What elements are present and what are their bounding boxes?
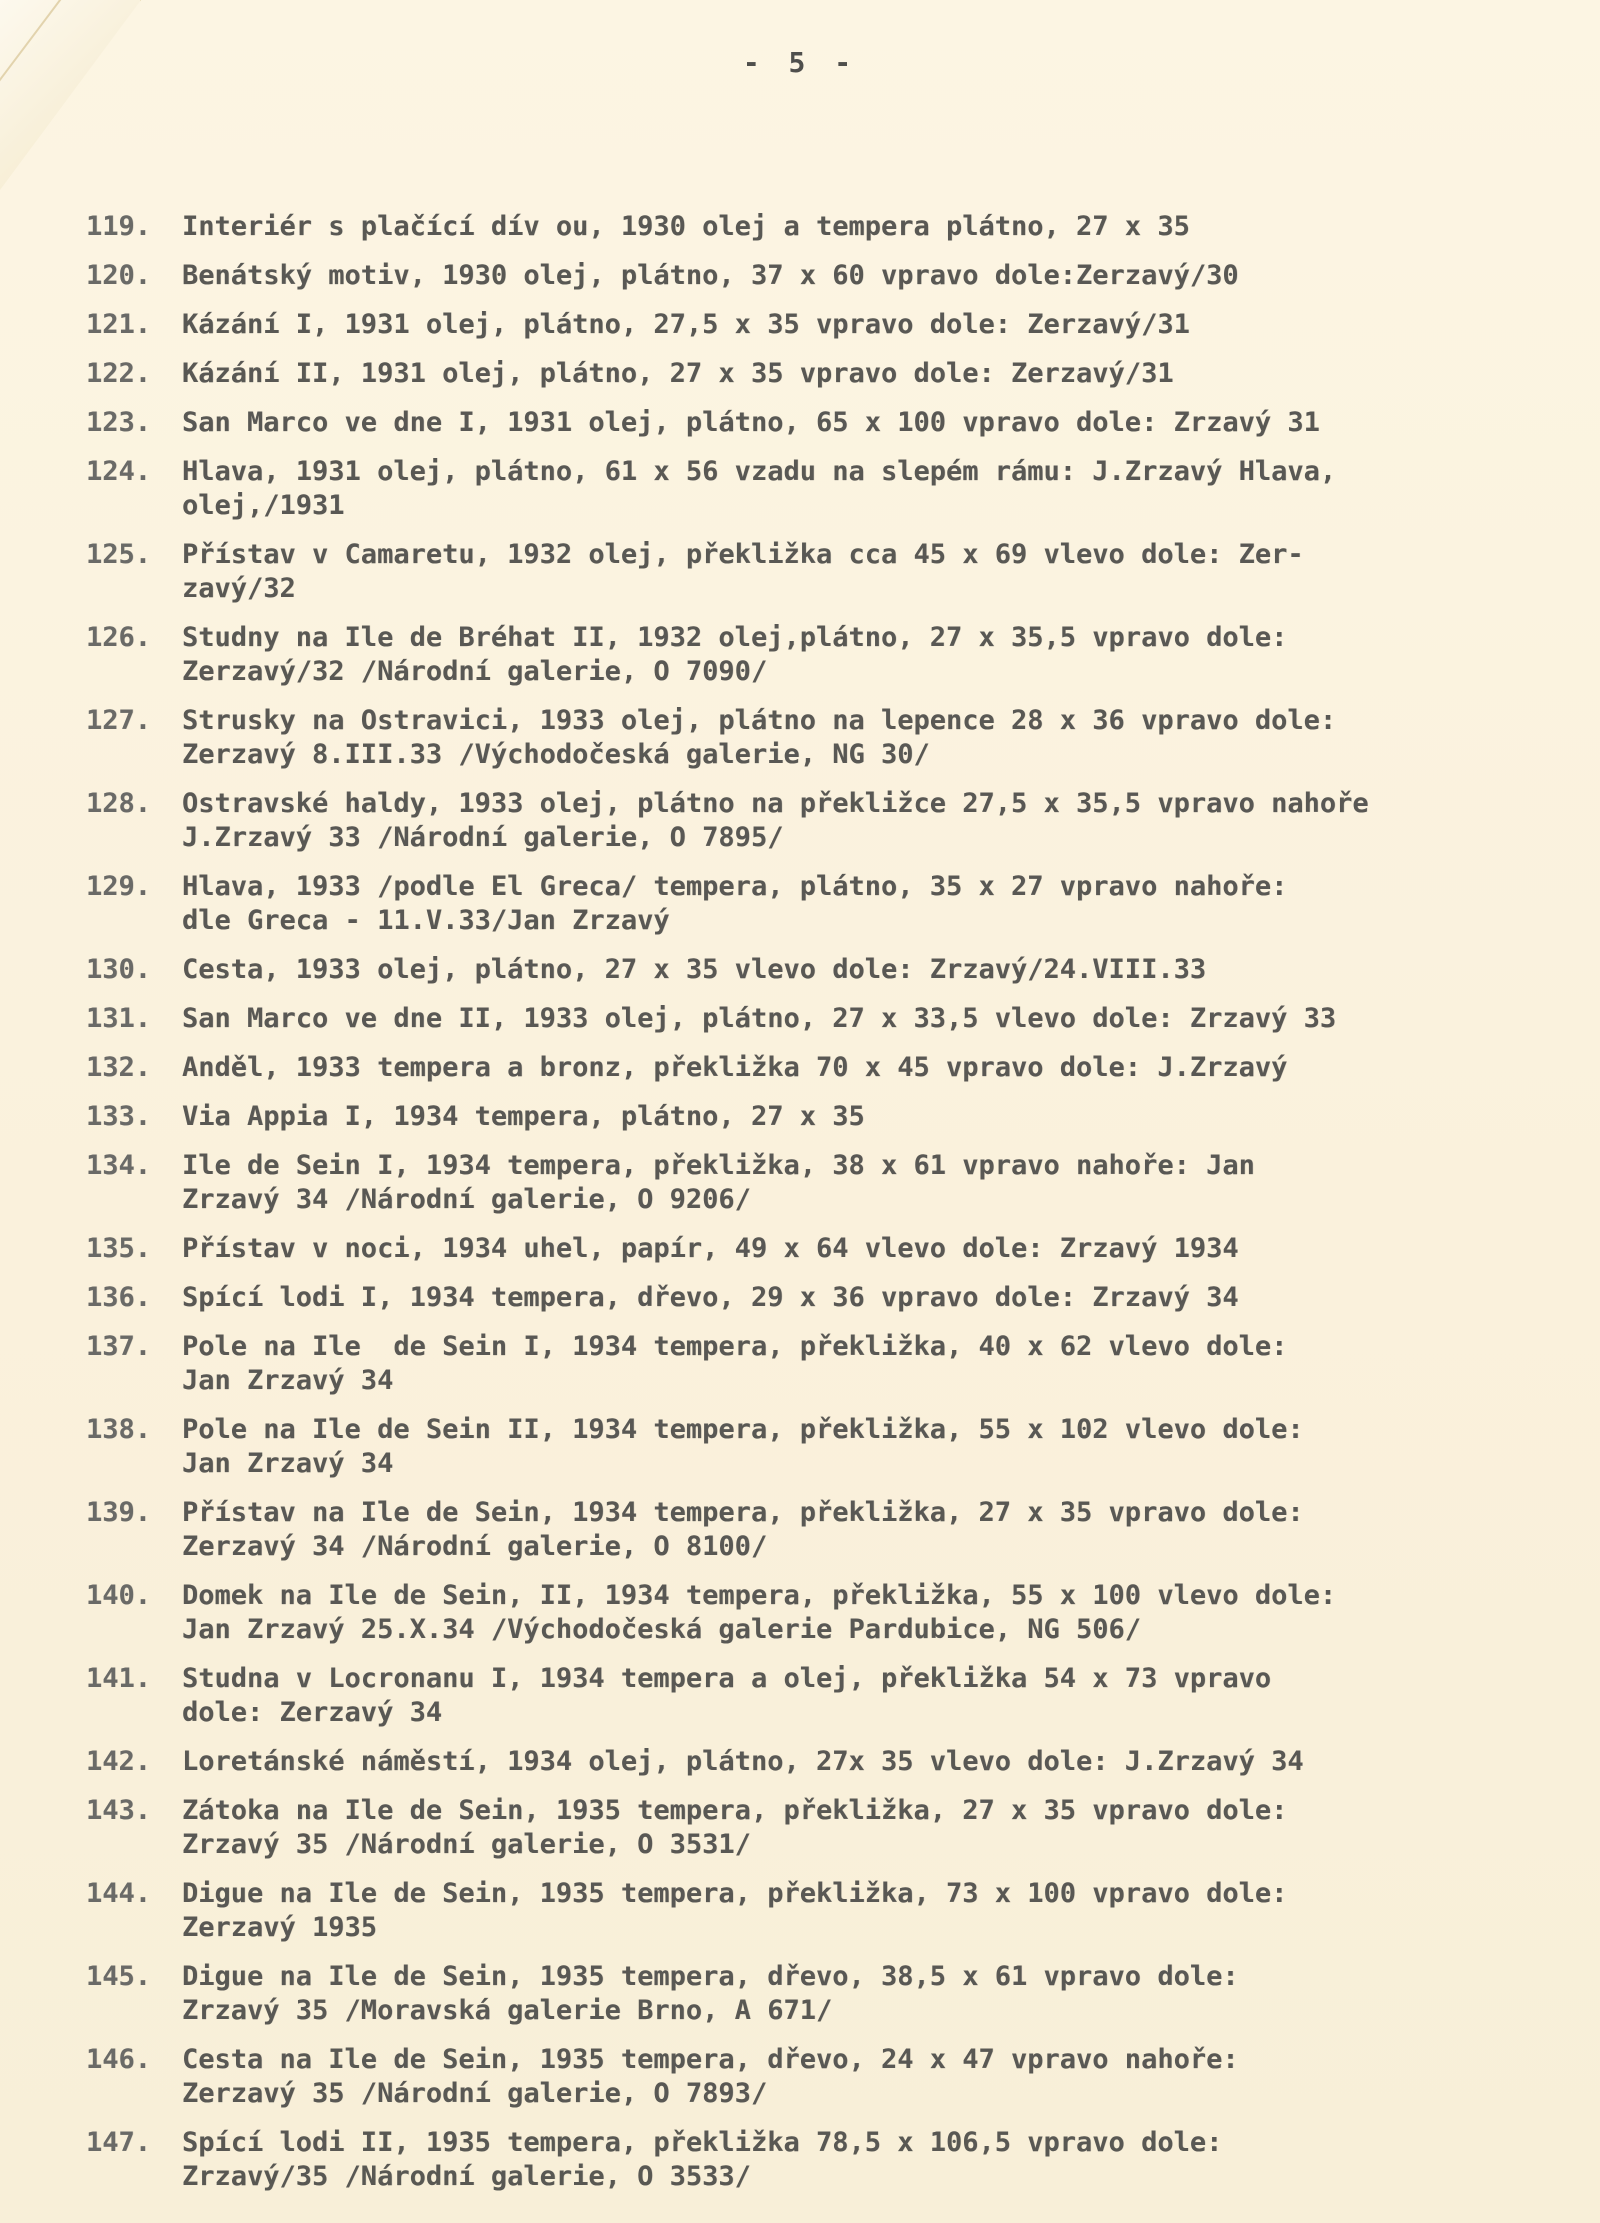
catalogue-entry [86,953,1586,987]
entry-text: Pole na Ile de Sein I, 1934 tempera, překližka, 40 x 62 vlevo dole: Jan Zrzavý 34 [182,1331,1288,1396]
entry-text: San Marco ve dne I, 1931 olej, plátno, 65 x 100 vpravo dole: Zrzavý 31 [182,407,1320,438]
entry-number: 122. [86,358,152,389]
catalogue-entry [86,538,1586,606]
catalogue-entry [86,455,1586,523]
catalogue-entry [86,210,1586,244]
entry-text: Benátský motiv, 1930 olej, plátno, 37 x 60 vpravo dole:Zerzavý/30 [182,260,1239,291]
entry-text: Via Appia I, 1934 tempera, plátno, 27 x 35 [182,1101,865,1132]
entry-text: Hlava, 1933 /podle El Greca/ tempera, plátno, 35 x 27 vpravo nahoře: dle Greca - 11.V.33/Jan Zrzavý [182,871,1288,936]
catalogue-entry [86,1330,1586,1398]
entry-number: 142. [86,1746,152,1777]
entry-text: Strusky na Ostravici, 1933 olej, plátno na lepence 28 x 36 vpravo dole: Zerzavý 8.III.33 /Východočeská galerie, NG 30/ [182,705,1337,770]
catalogue-entry [86,1960,1586,2028]
entry-number: 119. [86,211,152,242]
entry-number: 126. [86,622,152,653]
entry-text: Loretánské náměstí, 1934 olej, plátno, 27x 35 vlevo dole: J.Zrzavý 34 [182,1746,1304,1777]
entry-number: 130. [86,954,152,985]
catalogue-entry [86,2126,1586,2194]
entry-number: 124. [86,456,152,487]
entry-number: 123. [86,407,152,438]
entry-text: Interiér s plačící dív ou, 1930 olej a tempera plátno, 27 x 35 [182,211,1190,242]
entry-text: Studny na Ile de Bréhat II, 1932 olej,plátno, 27 x 35,5 vpravo dole: Zerzavý/32 /Národní galerie, O 7090/ [182,622,1288,687]
entry-number: 132. [86,1052,152,1083]
entry-text: Domek na Ile de Sein, II, 1934 tempera, překližka, 55 x 100 vlevo dole: Jan Zrzavý 25.X.34 /Východočeská galerie Pardubice, NG 506/ [182,1580,1337,1645]
folded-corner [0,0,141,190]
entry-text: Ostravské haldy, 1933 olej, plátno na překližce 27,5 x 35,5 vpravo nahoře J.Zrzavý 33 /Národní galerie, O 7895/ [182,788,1369,853]
entry-number: 139. [86,1497,152,1528]
catalogue-entry [86,621,1586,689]
entry-number: 138. [86,1414,152,1445]
entry-text: Digue na Ile de Sein, 1935 tempera, překližka, 73 x 100 vpravo dole: Zerzavý 1935 [182,1878,1288,1943]
entry-number: 129. [86,871,152,902]
catalogue-entry [86,1877,1586,1945]
catalogue-entry [86,1496,1586,1564]
entry-text: San Marco ve dne II, 1933 olej, plátno, 27 x 33,5 vlevo dole: Zrzavý 33 [182,1003,1337,1034]
entry-number: 133. [86,1101,152,1132]
catalogue-entry [86,1662,1586,1730]
catalogue-entry [86,1579,1586,1647]
entry-number: 146. [86,2044,152,2075]
entry-number: 134. [86,1150,152,1181]
entry-number: 143. [86,1795,152,1826]
entry-text: Spící lodi I, 1934 tempera, dřevo, 29 x 36 vpravo dole: Zrzavý 34 [182,1282,1239,1313]
entry-text: Zátoka na Ile de Sein, 1935 tempera, překližka, 27 x 35 vpravo dole: Zrzavý 35 /Národní galerie, O 3531/ [182,1795,1288,1860]
entry-text: Pole na Ile de Sein II, 1934 tempera, překližka, 55 x 102 vlevo dole: Jan Zrzavý 34 [182,1414,1304,1479]
catalogue-entry [86,787,1586,855]
catalogue-entry [86,1413,1586,1481]
catalogue-entry [86,1232,1586,1266]
entry-text: Ile de Sein I, 1934 tempera, překližka, 38 x 61 vpravo nahoře: Jan Zrzavý 34 /Národní galerie, O 9206/ [182,1150,1255,1215]
entry-text: Studna v Locronanu I, 1934 tempera a olej, překližka 54 x 73 vpravo dole: Zerzavý 34 [182,1663,1272,1728]
entry-text: Přístav v Camaretu, 1932 olej, překližka cca 45 x 69 vlevo dole: Zer- zavý/32 [182,539,1304,604]
catalogue-entry [86,406,1586,440]
entry-text: Kázání II, 1931 olej, plátno, 27 x 35 vpravo dole: Zerzavý/31 [182,358,1174,389]
catalogue-entry [86,870,1586,938]
entry-text: Hlava, 1931 olej, plátno, 61 x 56 vzadu na slepém rámu: J.Zrzavý Hlava, olej,/1931 [182,456,1337,521]
entry-number: 135. [86,1233,152,1264]
entry-number: 144. [86,1878,152,1909]
entry-text: Spící lodi II, 1935 tempera, překližka 78,5 x 106,5 vpravo dole: Zrzavý/35 /Národní galerie, O 3533/ [182,2127,1223,2192]
entry-text: Anděl, 1933 tempera a bronz, překližka 70 x 45 vpravo dole: J.Zrzavý [182,1052,1288,1083]
entry-number: 147. [86,2127,152,2158]
catalogue-entry [86,2043,1586,2111]
catalogue-entry [86,1051,1586,1085]
entry-number: 140. [86,1580,152,1611]
entry-number: 121. [86,309,152,340]
entry-number: 125. [86,539,152,570]
entry-number: 141. [86,1663,152,1694]
entry-number: 137. [86,1331,152,1362]
catalogue-entry [86,704,1586,772]
entry-text: Cesta na Ile de Sein, 1935 tempera, dřevo, 24 x 47 vpravo nahoře: Zerzavý 35 /Národní galerie, O 7893/ [182,2044,1239,2109]
catalogue-entry [86,1794,1586,1862]
page-number: - 5 - [742,46,858,79]
catalogue-list [86,210,1586,2209]
entry-number: 145. [86,1961,152,1992]
entry-text: Kázání I, 1931 olej, plátno, 27,5 x 35 vpravo dole: Zerzavý/31 [182,309,1190,340]
entry-number: 127. [86,705,152,736]
catalogue-entry [86,259,1586,293]
catalogue-entry [86,357,1586,391]
entry-text: Přístav na Ile de Sein, 1934 tempera, překližka, 27 x 35 vpravo dole: Zerzavý 34 /Národní galerie, O 8100/ [182,1497,1304,1562]
entry-text: Cesta, 1933 olej, plátno, 27 x 35 vlevo dole: Zrzavý/24.VIII.33 [182,954,1207,985]
catalogue-entry [86,1002,1586,1036]
entry-number: 136. [86,1282,152,1313]
catalogue-entry [86,1745,1586,1779]
catalogue-entry [86,1149,1586,1217]
catalogue-entry [86,308,1586,342]
catalogue-entry [86,1281,1586,1315]
entry-number: 120. [86,260,152,291]
catalogue-entry [86,1100,1586,1134]
entry-text: Digue na Ile de Sein, 1935 tempera, dřevo, 38,5 x 61 vpravo dole: Zrzavý 35 /Moravská galerie Brno, A 671/ [182,1961,1239,2026]
entry-number: 128. [86,788,152,819]
entry-number: 131. [86,1003,152,1034]
entry-text: Přístav v noci, 1934 uhel, papír, 49 x 64 vlevo dole: Zrzavý 1934 [182,1233,1239,1264]
